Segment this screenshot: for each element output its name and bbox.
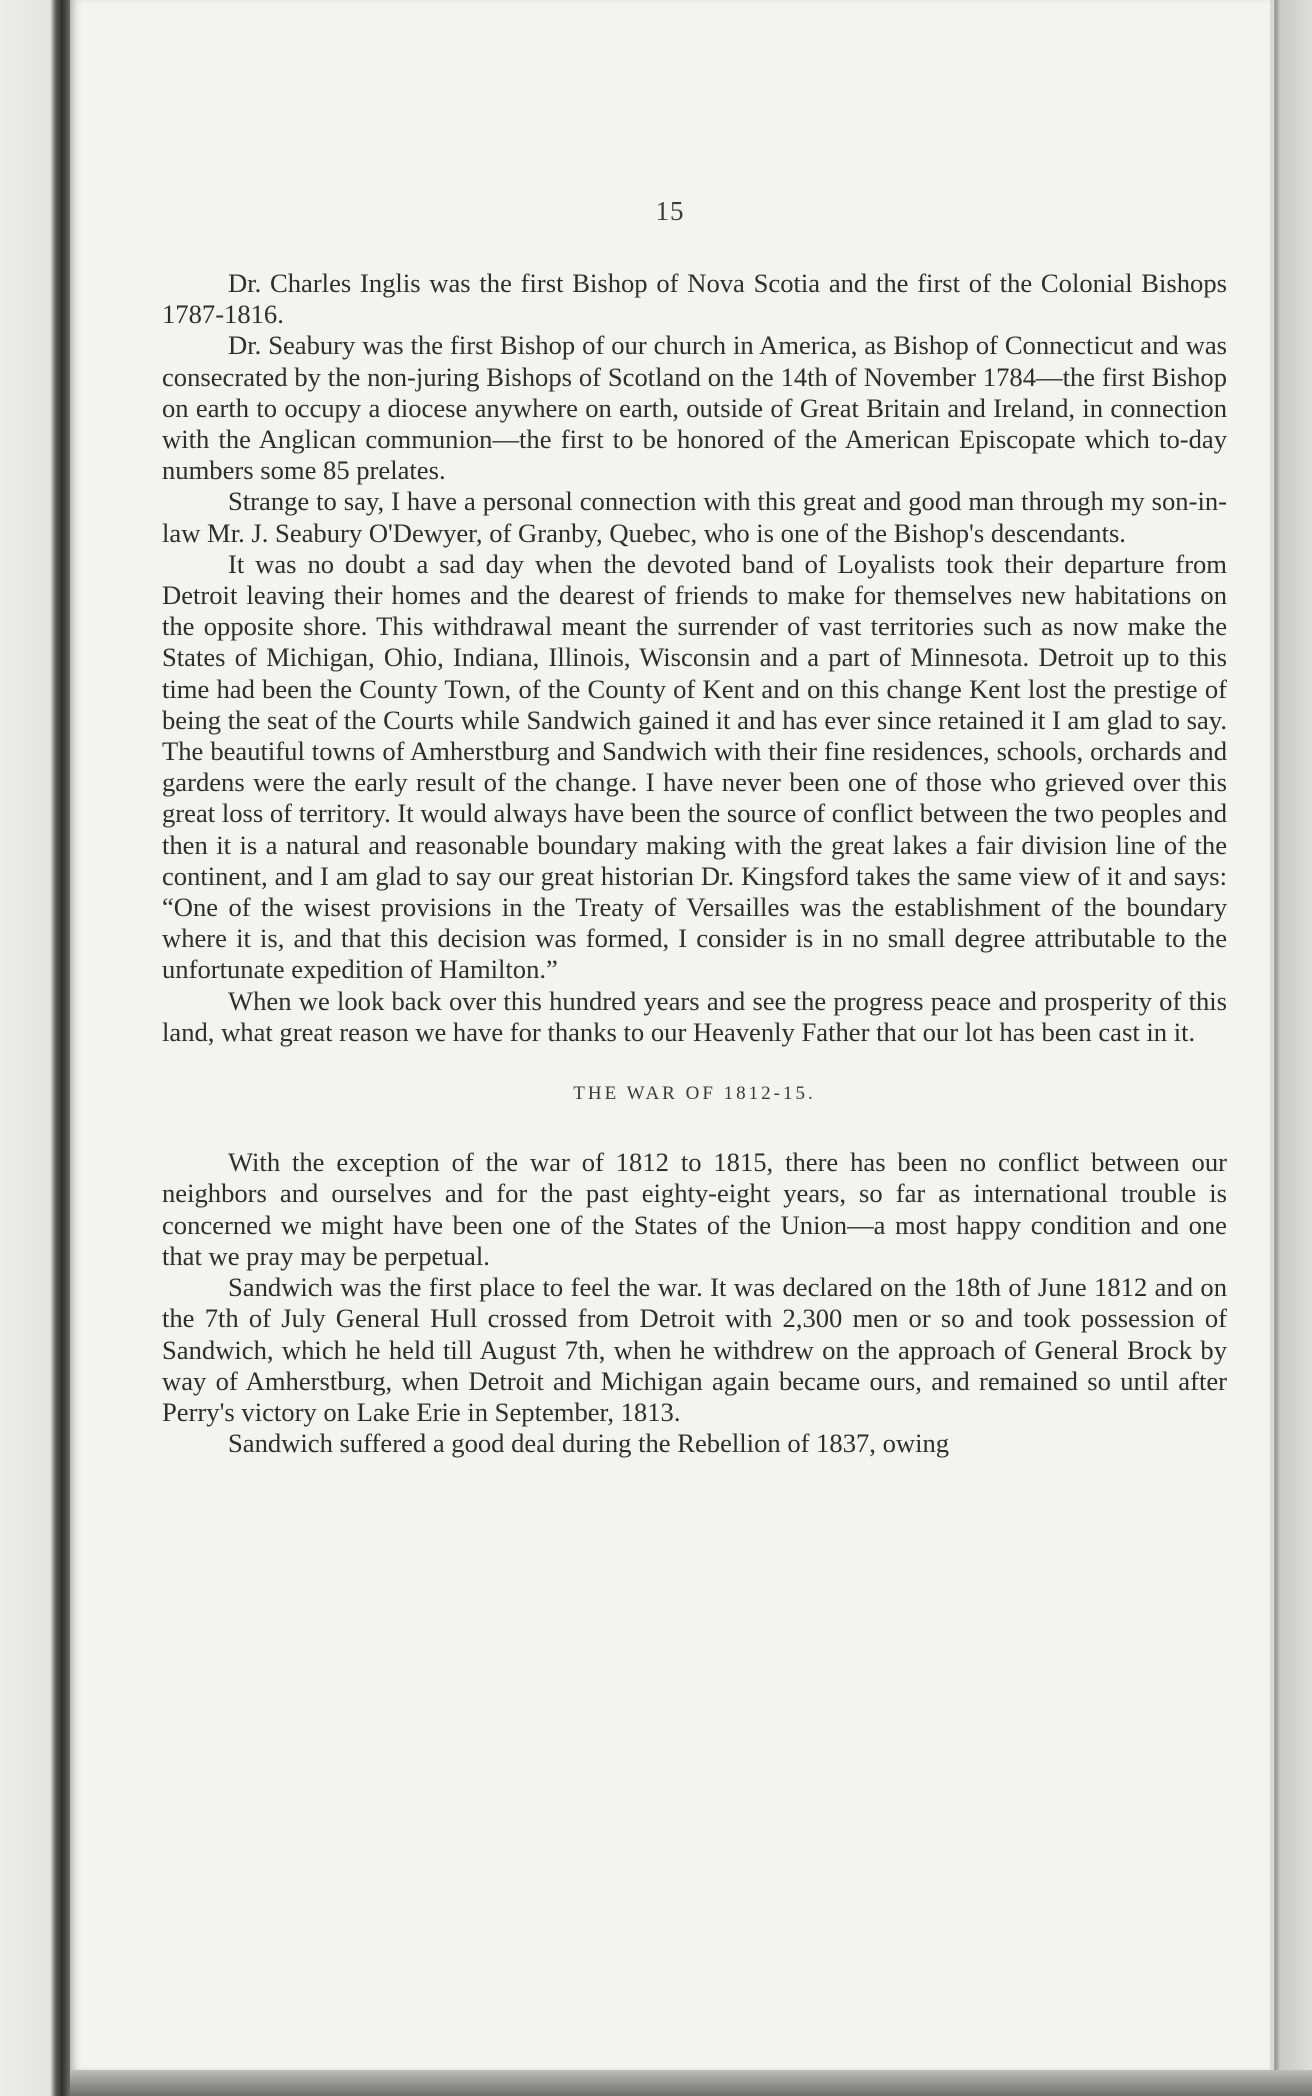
paragraph: Sandwich was the first place to feel the war. It was declared on the 18th of June 1812 and on the 7th of July General Hull crossed from Detroit with 2,300 men or so and took possession of Sandwich, which he held till August 7th, when he withdrew on the approach of General Brock by way of Amherstburg, when Detroit and Michigan again became ours, and remained so until after Perry's victory on Lake Erie in September, 1813. [162, 1272, 1227, 1427]
section-heading: THE WAR OF 1812-15. [573, 1083, 816, 1105]
paragraph: Dr. Seabury was the first Bishop of our church in America, as Bishop of Connecticut and was consecrated by the non-juring Bishops of Scotland on the 14th of November 1784—the first Bishop on earth to occupy a diocese anywhere on earth, outside of Great Britain and Ireland, in connection with the Anglican communion—the first to be honored of the American Episcopate which to-day numbers some 85 prelates. [162, 330, 1227, 486]
bottom-edge [70, 2070, 1312, 2096]
page-text [162, 268, 1227, 1459]
book-page [70, 0, 1274, 2070]
paragraph: Dr. Charles Inglis was the first Bishop of Nova Scotia and the first of the Colonial Bishops 1787-1816. [162, 268, 1227, 330]
paragraph: It was no doubt a sad day when the devoted band of Loyalists took their departure from Detroit leaving their homes and the dearest of friends to make for themselves new habitations on the opposite shore. This withdrawal meant the surrender of vast territories such as now make the States of Michigan, Ohio, Indiana, Illinois, Wisconsin and a part of Minnesota. Detroit up to this time had been the County Town, of the County of Kent and on this change Kent lost the prestige of being the seat of the Courts while Sandwich gained it and has ever since retained it I am glad to say. The beautiful towns of Amherstburg and Sandwich with their fine residences, schools, orchards and gardens were the early result of the change. I have never been one of those who grieved over this great loss of territory. It would always have been the source of conflict between the two peoples and then it is a natural and reasonable boundary making with the great lakes a fair division line of the continent, and I am glad to say our great historian Dr. Kingsford takes the same view of it and says: “One of the wisest provisions in the Treaty of Versailles was the establishment of the boundary where it is, and that this decision was formed, I consider is in no small degree attributable to the unfortunate expedition of Hamilton.” [162, 548, 1227, 985]
book-binding [0, 0, 70, 2096]
paragraph: With the exception of the war of 1812 to 1815, there has been no conflict between our neighbors and ourselves and for the past eighty-eight years, so far as international trouble is concerned we might have been one of the States of the Union—a most happy condition and one that we pray may be perpetual. [162, 1147, 1227, 1271]
paragraph: Sandwich suffered a good deal during the Rebellion of 1837, owing [228, 1428, 950, 1459]
paragraph: Strange to say, I have a personal connection with this great and good man through my son-in-law Mr. J. Seabury O'Dewyer, of Granby, Quebec, who is one of the Bishop's descendants. [162, 486, 1227, 548]
paragraph: When we look back over this hundred years and see the progress peace and prosperity of this land, what great reason we have for thanks to our Heavenly Father that our lot has been cast in it. [162, 985, 1227, 1047]
page-number: 15 [655, 196, 685, 226]
